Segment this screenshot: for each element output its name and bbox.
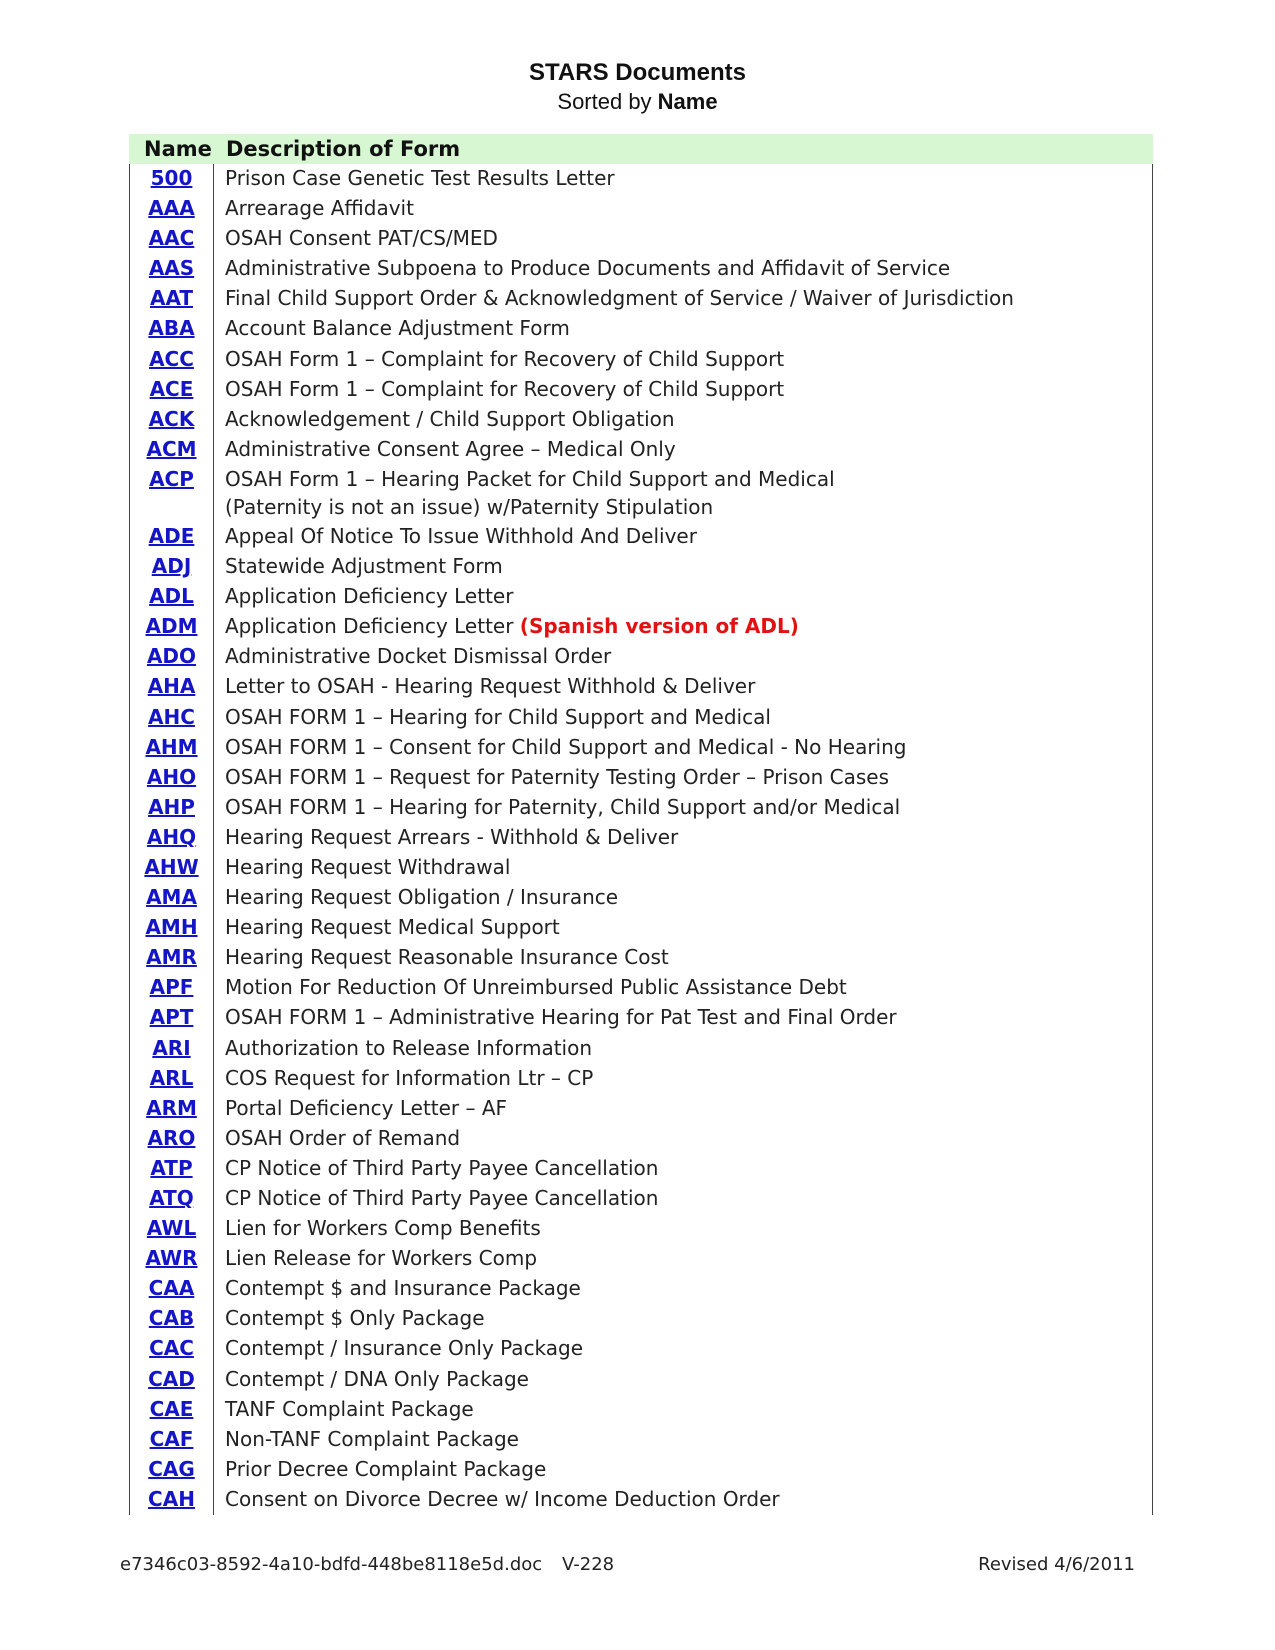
form-code-cell xyxy=(130,284,213,312)
table-row xyxy=(130,1064,1152,1094)
form-description-cell xyxy=(213,733,906,761)
form-description-cell xyxy=(213,1064,593,1092)
form-description: Arrearage Affidavit xyxy=(225,196,414,221)
table-row xyxy=(130,164,1152,194)
form-description: Motion For Reduction Of Unreimbursed Public Assistance Debt xyxy=(225,975,847,1000)
form-code-link[interactable]: APT xyxy=(149,1005,194,1030)
form-description: Statewide Adjustment Form xyxy=(225,554,503,579)
form-code-link[interactable]: AMH xyxy=(145,915,198,940)
form-description-cell xyxy=(213,194,414,222)
form-code-link[interactable]: ARO xyxy=(147,1125,196,1150)
form-description: Hearing Request Arrears - Withhold & Deliver xyxy=(225,824,679,849)
form-code-link[interactable]: AHO xyxy=(146,764,197,789)
form-description: Prison Case Genetic Test Results Letter xyxy=(225,166,615,190)
form-code-link[interactable]: AAS xyxy=(148,256,195,281)
form-code-link[interactable]: ADM xyxy=(145,614,198,639)
table-row xyxy=(130,1455,1152,1485)
page-subtitle xyxy=(0,88,1275,116)
form-description: OSAH Order of Remand xyxy=(225,1125,461,1150)
form-code-link[interactable]: ARM xyxy=(146,1095,197,1120)
form-code-link[interactable]: AHM xyxy=(145,734,198,759)
form-code-cell xyxy=(130,1003,213,1031)
form-description-cell xyxy=(213,1244,537,1272)
form-description-cell xyxy=(213,1485,780,1513)
form-description-cell xyxy=(213,254,950,282)
form-description-cell xyxy=(213,522,697,550)
form-description-cell xyxy=(213,224,498,252)
table-row xyxy=(130,254,1152,284)
table-row xyxy=(130,823,1152,853)
column-header-description: Description of Form xyxy=(226,137,461,161)
form-description: Final Child Support Order & Acknowledgment of Service / Waiver of Jurisdiction xyxy=(225,286,1014,311)
table-row xyxy=(130,793,1152,823)
form-description-cell xyxy=(213,375,784,403)
form-description-cell xyxy=(213,642,611,670)
table-row xyxy=(130,703,1152,733)
form-code-cell xyxy=(130,793,213,821)
form-code-cell xyxy=(130,224,213,252)
form-code-cell xyxy=(130,642,213,670)
form-code-cell xyxy=(130,1034,213,1062)
footer-filename: e7346c03-8592-4a10-bdfd-448be8118e5d.doc xyxy=(120,1554,543,1575)
table-row xyxy=(130,853,1152,883)
table-row xyxy=(130,522,1152,552)
form-description-continued: (Paternity is not an issue) w/Paternity Stipulation xyxy=(225,494,714,519)
form-description: Contempt / Insurance Only Package xyxy=(225,1336,584,1361)
form-code-link[interactable]: ARL xyxy=(149,1065,194,1090)
form-code-link[interactable]: 500 xyxy=(150,166,193,190)
form-description-cell xyxy=(213,1003,897,1031)
form-description: Prior Decree Complaint Package xyxy=(225,1456,547,1481)
form-description: Appeal Of Notice To Issue Withhold And Deliver xyxy=(225,523,697,548)
form-code-cell xyxy=(130,1124,213,1152)
form-code-link[interactable]: ADJ xyxy=(151,554,192,579)
form-description-cell xyxy=(213,1184,658,1212)
table-row xyxy=(130,612,1152,642)
form-code-link[interactable]: ATQ xyxy=(149,1186,194,1210)
form-description: Hearing Request Withdrawal xyxy=(225,854,511,879)
form-code-cell xyxy=(130,672,213,700)
form-description: OSAH FORM 1 – Request for Paternity Testing Order – Prison Cases xyxy=(225,764,890,789)
table-row xyxy=(130,582,1152,612)
table-row xyxy=(130,224,1152,254)
form-code-cell xyxy=(130,522,213,550)
form-code-cell xyxy=(130,405,213,433)
form-description: TANF Complaint Package xyxy=(225,1396,474,1421)
table-row xyxy=(130,1274,1152,1304)
form-code-cell xyxy=(130,435,213,463)
title-block xyxy=(0,58,1275,116)
form-code-link[interactable]: AHQ xyxy=(146,824,197,849)
form-description: OSAH FORM 1 – Administrative Hearing for Pat Test and Final Order xyxy=(225,1005,897,1030)
subtitle-prefix: Sorted by xyxy=(557,89,658,114)
table-row xyxy=(130,1334,1152,1364)
form-code-link[interactable]: AMR xyxy=(146,945,197,970)
form-description-cell xyxy=(213,1094,507,1122)
form-note: (Spanish version of ADL) xyxy=(519,614,799,639)
form-code-cell xyxy=(130,703,213,731)
form-description: CP Notice of Third Party Payee Cancellation xyxy=(225,1186,659,1210)
form-code-cell xyxy=(130,1244,213,1272)
table-row xyxy=(130,642,1152,672)
form-code-cell xyxy=(130,1154,213,1182)
form-code-link[interactable]: ATP xyxy=(150,1155,193,1180)
table-row xyxy=(130,733,1152,763)
table-row xyxy=(130,1184,1152,1214)
form-description-cell xyxy=(213,345,784,373)
table-row xyxy=(130,1244,1152,1274)
form-description-cell xyxy=(213,913,560,941)
form-code-link[interactable]: CAB xyxy=(148,1306,195,1331)
footer-version: V-228 xyxy=(562,1554,615,1575)
form-description-cell xyxy=(213,672,755,700)
table-row xyxy=(130,973,1152,1003)
form-description: Application Deficiency Letter xyxy=(225,614,520,639)
form-description-cell xyxy=(213,1214,541,1242)
form-code-cell xyxy=(130,1094,213,1122)
form-code-cell xyxy=(130,1334,213,1362)
form-code-link[interactable]: ACP xyxy=(149,466,194,491)
form-code-cell xyxy=(130,465,213,493)
form-description: OSAH FORM 1 – Hearing for Paternity, Child Support and/or Medical xyxy=(225,794,901,819)
form-code-link[interactable]: AMA xyxy=(146,885,197,910)
table-row xyxy=(130,345,1152,375)
form-code-cell xyxy=(130,612,213,640)
form-description-cell xyxy=(213,314,570,342)
footer-revised-date: Revised 4/6/2011 xyxy=(978,1554,1135,1575)
form-code-link[interactable]: ABA xyxy=(148,316,195,341)
form-description: Letter to OSAH - Hearing Request Withhold & Deliver xyxy=(225,674,756,699)
form-description: OSAH Form 1 – Complaint for Recovery of Child Support xyxy=(225,376,785,401)
form-code-cell xyxy=(130,913,213,941)
form-description-cell xyxy=(213,612,799,640)
form-description: Account Balance Adjustment Form xyxy=(225,316,570,341)
form-code-link[interactable]: CAC xyxy=(149,1336,194,1361)
form-description-cell xyxy=(213,164,615,192)
table-row xyxy=(130,1365,1152,1395)
form-code-link[interactable]: AHC xyxy=(148,704,195,729)
form-description: Administrative Docket Dismissal Order xyxy=(225,644,612,669)
form-description-cell xyxy=(213,1425,519,1453)
form-code-link[interactable]: ADL xyxy=(149,584,194,609)
form-code-cell xyxy=(130,1455,213,1483)
form-description: CP Notice of Third Party Payee Cancellation xyxy=(225,1155,659,1180)
form-code-cell xyxy=(130,883,213,911)
table-row xyxy=(130,1395,1152,1425)
form-code-link[interactable]: AHA xyxy=(147,674,196,699)
form-description: OSAH FORM 1 – Hearing for Child Support and Medical xyxy=(225,704,771,729)
table-row xyxy=(130,672,1152,702)
table-row xyxy=(130,435,1152,465)
form-description-cell xyxy=(213,883,618,911)
form-description: Authorization to Release Information xyxy=(225,1035,593,1060)
form-description: Administrative Subpoena to Produce Documents and Affidavit of Service xyxy=(225,256,951,281)
form-description-cell xyxy=(213,405,675,433)
form-description-cell xyxy=(213,284,1014,312)
table-row xyxy=(130,1124,1152,1154)
form-code-cell xyxy=(130,853,213,881)
form-description-cell xyxy=(213,1034,592,1062)
table-body xyxy=(129,164,1153,1515)
form-description-cell xyxy=(213,823,678,851)
form-code-link[interactable]: ACM xyxy=(146,436,197,461)
form-code-cell xyxy=(130,973,213,1001)
form-description: Hearing Request Medical Support xyxy=(225,915,560,940)
form-code-cell xyxy=(130,823,213,851)
form-description: OSAH Consent PAT/CS/MED xyxy=(225,226,498,251)
table-row xyxy=(130,284,1152,314)
table-row xyxy=(130,943,1152,973)
form-description-cell xyxy=(213,552,503,580)
form-description-cell xyxy=(213,1455,546,1483)
form-description: OSAH Form 1 – Hearing Packet for Child Support and Medical xyxy=(225,466,835,491)
form-code-cell xyxy=(130,1365,213,1393)
form-code-cell xyxy=(130,164,213,192)
table-row xyxy=(130,1214,1152,1244)
form-code-link[interactable]: AWL xyxy=(146,1216,197,1241)
form-description: Acknowledgement / Child Support Obligation xyxy=(225,406,675,431)
form-code-link[interactable]: CAA xyxy=(148,1276,195,1301)
table-row xyxy=(130,375,1152,405)
form-code-link[interactable]: ADE xyxy=(148,523,195,548)
form-code-cell xyxy=(130,1214,213,1242)
form-description-cell xyxy=(213,1304,485,1332)
form-code-cell xyxy=(130,1064,213,1092)
table-row xyxy=(130,883,1152,913)
form-description: Non-TANF Complaint Package xyxy=(225,1426,519,1451)
form-description-cell xyxy=(213,853,510,881)
form-description-cell xyxy=(213,973,847,1001)
form-code-link[interactable]: CAF xyxy=(149,1426,194,1451)
table-row xyxy=(130,1304,1152,1334)
table-header xyxy=(129,134,1153,164)
form-description: Contempt $ and Insurance Package xyxy=(225,1276,581,1301)
form-code-link[interactable]: ACK xyxy=(148,406,195,431)
table-row xyxy=(130,405,1152,435)
table-row xyxy=(130,1154,1152,1184)
form-description-cell xyxy=(213,582,513,610)
form-description: OSAH FORM 1 – Consent for Child Support and Medical - No Hearing xyxy=(225,734,907,759)
form-description: Contempt $ Only Package xyxy=(225,1306,485,1331)
form-description-cell xyxy=(213,793,900,821)
form-description-cell xyxy=(213,1395,474,1423)
table-row xyxy=(130,913,1152,943)
form-code-cell xyxy=(130,1304,213,1332)
form-code-link[interactable]: AAC xyxy=(148,226,195,251)
form-code-link[interactable]: CAG xyxy=(148,1456,195,1481)
form-description: Consent on Divorce Decree w/ Income Deduction Order xyxy=(225,1486,780,1511)
form-code-cell xyxy=(130,1395,213,1423)
form-code-cell xyxy=(130,1425,213,1453)
form-description-cell xyxy=(213,1365,529,1393)
form-code-link[interactable]: AHW xyxy=(144,854,199,879)
documents-table xyxy=(129,134,1153,1515)
form-code-link[interactable]: ACE xyxy=(149,376,194,401)
form-description-cell xyxy=(213,1334,583,1362)
form-code-cell xyxy=(130,1485,213,1513)
form-description: COS Request for Information Ltr – CP xyxy=(225,1065,594,1090)
form-code-link[interactable]: AAT xyxy=(149,286,194,311)
form-code-link[interactable]: AAA xyxy=(148,196,195,221)
form-description-cell xyxy=(213,1274,581,1302)
form-code-cell xyxy=(130,254,213,282)
form-description: Administrative Consent Agree – Medical Only xyxy=(225,436,676,461)
column-header-name: Name xyxy=(144,137,212,161)
page-title: STARS Documents xyxy=(529,59,746,86)
form-code-link[interactable]: ARI xyxy=(152,1035,191,1060)
form-code-cell xyxy=(130,552,213,580)
form-code-link[interactable]: APF xyxy=(149,975,194,1000)
form-description-cell xyxy=(213,1154,658,1182)
form-code-link[interactable]: CAH xyxy=(148,1486,195,1511)
form-description-cell xyxy=(213,1124,460,1152)
form-description-cell xyxy=(213,703,771,731)
form-description-cell xyxy=(213,763,889,791)
table-row xyxy=(130,1034,1152,1064)
table-row xyxy=(130,1485,1152,1515)
subtitle-sort-key: Name xyxy=(657,89,718,114)
table-row xyxy=(130,194,1152,224)
form-code-link[interactable]: ADO xyxy=(146,644,197,669)
form-code-link[interactable]: AWR xyxy=(145,1246,198,1271)
form-code-cell xyxy=(130,1184,213,1212)
form-code-link[interactable]: CAE xyxy=(149,1396,194,1421)
table-row xyxy=(130,1425,1152,1455)
table-row xyxy=(130,552,1152,582)
form-description-cell xyxy=(213,465,835,521)
form-code-cell xyxy=(130,314,213,342)
table-row xyxy=(130,314,1152,344)
form-code-link[interactable]: CAD xyxy=(148,1366,195,1391)
form-code-cell xyxy=(130,763,213,791)
form-code-cell xyxy=(130,345,213,373)
form-code-cell xyxy=(130,943,213,971)
form-description: Lien for Workers Comp Benefits xyxy=(225,1216,541,1241)
form-description: Lien Release for Workers Comp xyxy=(225,1246,538,1271)
form-code-cell xyxy=(130,194,213,222)
table-row xyxy=(130,1003,1152,1033)
form-description-cell xyxy=(213,943,669,971)
form-description: Portal Deficiency Letter – AF xyxy=(225,1095,508,1120)
form-description: Application Deficiency Letter xyxy=(225,584,514,609)
form-code-link[interactable]: AHP xyxy=(148,794,195,819)
form-code-cell xyxy=(130,733,213,761)
form-code-cell xyxy=(130,582,213,610)
table-row xyxy=(130,763,1152,793)
table-row xyxy=(130,1094,1152,1124)
form-code-cell xyxy=(130,375,213,403)
form-description: Hearing Request Obligation / Insurance xyxy=(225,885,619,910)
form-description: Contempt / DNA Only Package xyxy=(225,1366,529,1391)
form-description: OSAH Form 1 – Complaint for Recovery of Child Support xyxy=(225,346,785,371)
form-description: Hearing Request Reasonable Insurance Cost xyxy=(225,945,669,970)
table-row xyxy=(130,465,1152,522)
form-code-link[interactable]: ACC xyxy=(149,346,194,371)
form-description-cell xyxy=(213,435,676,463)
form-code-cell xyxy=(130,1274,213,1302)
